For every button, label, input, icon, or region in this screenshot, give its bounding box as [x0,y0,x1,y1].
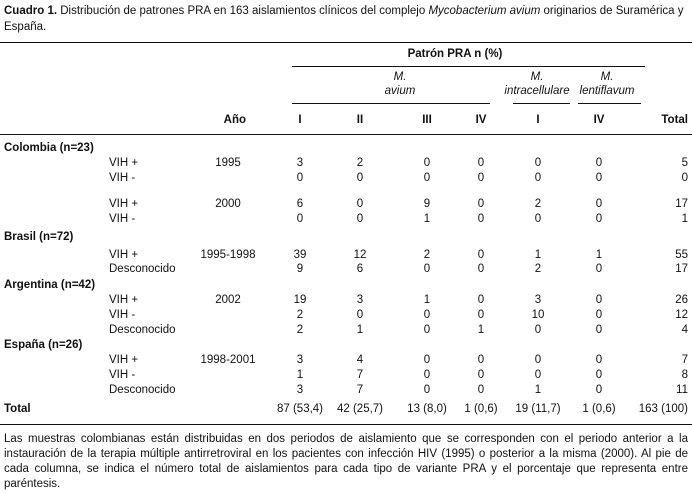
species-lentiflavum-line1: M. [600,71,614,83]
table-cell: 0 [534,354,542,366]
table-cell: 9 [423,198,431,210]
table-cell: 5 [681,157,688,169]
table-cell: 7 [356,384,364,396]
table-cell: 0 [356,198,364,210]
table-cell: 3 [534,294,542,306]
total-cell: 87 (53,4) [276,403,324,415]
table-cell: 0 [423,354,431,366]
table-cell: 6 [296,198,304,210]
caption-species: Mycobacterium avium [428,5,541,17]
bottom-rule [0,424,692,425]
table-cell: 0 [595,354,603,366]
column-header: II [356,114,364,126]
row-status: VIH + [109,249,139,261]
row-status: VIH + [109,198,139,210]
row-status: Desconocido [109,384,176,396]
table-cell: 12 [353,249,367,261]
total-cell: 1 (0,6) [582,403,616,415]
intracellulare-rule [513,103,570,104]
table-cell: 1 [296,369,304,381]
table-cell: 0 [477,157,485,169]
table-cell: 3 [296,157,304,169]
row-year: 1995 [215,157,241,169]
header-rule [0,134,692,135]
table-cell: 0 [534,213,542,225]
row-status: Desconocido [109,324,176,336]
table-cell: 11 [676,384,688,396]
table-cell: 1 [595,249,603,261]
table-cell: 0 [534,172,542,184]
table-cell: 1 [423,294,431,306]
table-cell: 0 [356,172,364,184]
table-cell: 17 [675,198,688,210]
table-cell: 0 [534,369,542,381]
table-cell: 0 [477,213,485,225]
row-status: VIH + [109,157,139,169]
table-cell: 0 [423,157,431,169]
table-cell: 0 [477,384,485,396]
table-cell: 1 [356,324,364,336]
table-cell: 1 [534,384,542,396]
table-cell: 2 [356,157,364,169]
table-cell: 0 [534,157,542,169]
table-cell: 0 [423,369,431,381]
species-intracellulare-line1: M. [530,71,544,83]
group-label: Colombia (n=23) [4,142,94,154]
table-cell: 0 [423,309,431,321]
table-cell: 0 [595,263,603,275]
table-cell: 7 [356,369,364,381]
column-header: III [422,114,432,126]
row-status: VIH - [109,172,136,184]
species-lentiflavum-line2: lentiflavum [579,85,635,97]
table-cell: 0 [595,369,603,381]
column-header: I [536,114,540,126]
table-cell: 0 [595,324,603,336]
row-status: VIH - [109,213,136,225]
table-cell: 0 [595,157,603,169]
table-cell: 8 [681,369,688,381]
table-caption [4,3,688,35]
table-cell: 0 [296,213,304,225]
table-cell: 1 [681,213,688,225]
group-header: Patrón PRA n (%) [407,48,503,60]
table-cell: 19 [293,294,307,306]
group-label: Brasil (n=72) [4,231,74,243]
lentiflavum-rule [578,103,641,104]
table-cell: 0 [477,294,485,306]
table-cell: 12 [675,309,688,321]
table-cell: 0 [534,324,542,336]
table-cell: 3 [356,294,364,306]
species-avium-line1: M. [393,71,407,83]
table-cell: 3 [296,384,304,396]
table-cell: 0 [595,384,603,396]
row-year: 1998-2001 [200,354,256,366]
table-cell: 0 [595,172,603,184]
table-cell: 6 [356,263,364,275]
table-cell: 0 [477,263,485,275]
table-cell: 2 [296,324,304,336]
table-cell: 0 [477,354,485,366]
table-cell: 0 [423,172,431,184]
table-cell: 0 [477,369,485,381]
table-cell: 17 [675,263,688,275]
total-cell: 19 (11,7) [515,403,561,415]
table-cell: 0 [595,198,603,210]
total-cell: 163 (100) [638,403,688,415]
table-cell: 1 [423,213,431,225]
table-cell: 0 [296,172,304,184]
row-status: Desconocido [109,263,176,275]
table-cell: 0 [477,309,485,321]
row-status: VIH - [109,309,136,321]
row-year: 1995-1998 [200,249,256,261]
table-cell: 2 [423,249,431,261]
table-cell: 4 [356,354,364,366]
table-cell: 2 [534,263,542,275]
row-status: VIH + [109,354,139,366]
table-cell: 55 [675,249,688,261]
row-status: VIH + [109,294,139,306]
year-header: Año [223,114,246,126]
caption-text: Distribución de patrones PRA en 163 aislamientos clínicos del complejo [57,5,429,17]
total-cell: 42 (25,7) [336,403,384,415]
caption-label: Cuadro 1. [4,5,58,17]
table-cell: 0 [595,213,603,225]
table-cell: 0 [423,263,431,275]
table-cell: 1 [534,249,542,261]
table-cell: 1 [477,324,485,336]
top-rule [0,42,692,43]
group-label: España (n=26) [4,339,83,351]
table-cell: 39 [293,249,307,261]
table-cell: 0 [681,172,688,184]
species-avium-line2: avium [384,85,416,97]
group-rule [292,66,645,67]
column-header: I [298,114,302,126]
table-cell: 0 [477,172,485,184]
table-cell: 2 [534,198,542,210]
table-cell: 0 [356,309,364,321]
table-footnote: Las muestras colombianas están distribuidas en dos periodos de aislamiento que se corresponden con el periodo anterior a la instauración de la terapia múltiple antirretroviral en los pacientes con infección HIV (1995) o posterior a la misma (2000). Al pie de cada columna, se indica el número total de aislamientos para cada tipo de variante PRA y el porcentaje que representa entre paréntesis. [4,433,688,490]
total-label: Total [4,403,31,415]
table-cell: 0 [356,213,364,225]
table-cell: 0 [423,384,431,396]
table-cell: 0 [477,198,485,210]
table-cell: 0 [477,249,485,261]
group-label: Argentina (n=42) [4,279,96,291]
table-cell: 7 [681,354,688,366]
table-cell: 9 [296,263,304,275]
row-status: VIH - [109,369,136,381]
row-year: 2002 [215,294,241,306]
column-header: Total [661,114,688,126]
table-cell: 3 [296,354,304,366]
table-cell: 0 [595,309,603,321]
caption-text-end: originarios de Suramérica y España. [4,5,684,33]
table-cell: 0 [595,294,603,306]
table-cell: 4 [681,324,688,336]
table-cell: 0 [423,324,431,336]
table-cell: 10 [531,309,545,321]
table-cell: 26 [675,294,688,306]
column-header: IV [593,114,605,126]
total-cell: 1 (0,6) [464,403,498,415]
row-year: 2000 [215,198,241,210]
column-header: IV [475,114,487,126]
species-intracellulare-line2: intracellulare [504,85,570,97]
total-cell: 13 (8,0) [407,403,447,415]
avium-rule [292,103,490,104]
table-cell: 2 [296,309,304,321]
